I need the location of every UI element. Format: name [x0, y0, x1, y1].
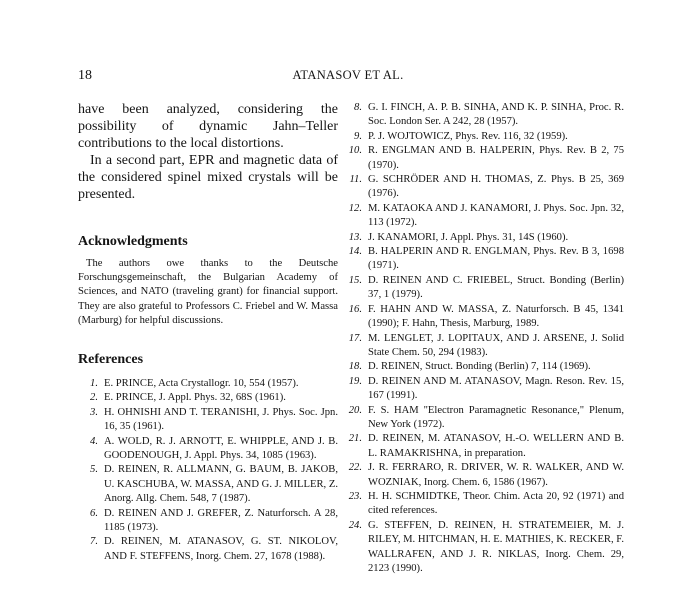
acknowledgments-text: The authors owe thanks to the Deutsche Forschungsgemeinschaft, the Bulgarian Academy of Sciences, and NATO (traveling grant) for financial support. They are also grateful to Professors C. Friebel and W. Massa (Marburg) for helpful discussions. — [78, 258, 338, 326]
reference-text: F. HAHN AND W. MASSA, Z. Naturforsch. B 45, 1341 (1990); F. Hahn, Thesis, Marburg, 1989. — [368, 303, 624, 330]
reference-number: 21. — [348, 433, 362, 445]
reference-list-left — [78, 377, 338, 564]
reference-text: D. REINEN, M. ATANASOV, H.-O. WELLERN AND B. L. RAMAKRISHNA, in preparation. — [368, 433, 624, 459]
reference-text: H. H. SCHMIDTKE, Theor. Chim. Acta 20, 92 (1971) and cited references. — [368, 490, 624, 517]
running-head: ATANASOV ET AL. — [292, 68, 404, 82]
reference-number: 23. — [348, 490, 362, 502]
reference-text: E. PRINCE, Acta Crystallogr. 10, 554 (1957). — [104, 378, 299, 390]
reference-item — [344, 360, 624, 374]
reference-number: 24. — [348, 519, 362, 531]
reference-item — [344, 461, 624, 490]
reference-item — [78, 435, 338, 464]
reference-item — [344, 231, 624, 245]
reference-list-right — [344, 101, 624, 576]
reference-text: D. REINEN AND J. GREFER, Z. Naturforsch. A 28, 1185 (1973). — [104, 507, 338, 534]
reference-number: 8. — [354, 102, 362, 113]
reference-text: D. REINEN AND C. FRIEBEL, Struct. Bonding (Berlin) 37, 1 (1979). — [368, 274, 624, 301]
reference-number: 10. — [348, 145, 362, 157]
reference-number: 5. — [90, 464, 98, 476]
reference-number: 15. — [348, 274, 362, 286]
reference-number: 18. — [348, 361, 362, 373]
reference-item — [344, 490, 624, 519]
reference-text: P. J. WOJTOWICZ, Phys. Rev. 116, 32 (1959). — [368, 130, 568, 142]
reference-number: 16. — [348, 303, 362, 315]
reference-item — [344, 245, 624, 274]
reference-number: 6. — [90, 507, 98, 519]
reference-item — [344, 519, 624, 577]
reference-text: D. REINEN, M. ATANASOV, G. ST. NIKOLOV, AND F. STEFFENS, Inorg. Chem. 27, 1678 (1988). — [104, 536, 338, 562]
reference-text: D. REINEN AND M. ATANASOV, Magn. Reson. Rev. 15, 167 (1991). — [368, 375, 624, 402]
reference-text: E. PRINCE, J. Appl. Phys. 32, 68S (1961). — [104, 392, 286, 404]
reference-text: G. STEFFEN, D. REINEN, H. STRATEMEIER, M. J. RILEY, M. HITCHMAN, H. E. MATHIES, K. RECKER, F. WALLRAFEN, AND J. R. NIKLAS, Inorg. Chem. 29, 2123 (1990). — [368, 519, 624, 574]
reference-number: 17. — [348, 332, 362, 344]
reference-number: 3. — [90, 406, 98, 418]
reference-item — [78, 377, 338, 391]
reference-item — [78, 463, 338, 506]
reference-item — [344, 303, 624, 332]
reference-item — [344, 173, 624, 202]
reference-text: G. SCHRÖDER AND H. THOMAS, Z. Phys. B 25, 369 (1976). — [368, 174, 624, 200]
reference-item — [78, 535, 338, 564]
reference-item — [344, 274, 624, 303]
page-number: 18 — [78, 68, 92, 83]
reference-item — [344, 432, 624, 461]
reference-text: D. REINEN, Struct. Bonding (Berlin) 7, 114 (1969). — [368, 361, 591, 373]
reference-item — [344, 101, 624, 130]
reference-text: J. R. FERRARO, R. DRIVER, W. R. WALKER, AND W. WOZNIAK, Inorg. Chem. 6, 1586 (1967). — [368, 462, 624, 488]
reference-number: 14. — [348, 246, 362, 258]
references-heading: References — [78, 352, 144, 368]
body-paragraph: have been analyzed, considering the possibility of dynamic Jahn–Teller contributions to the local distortions. — [78, 102, 338, 151]
acknowledgments-heading: Acknowledgments — [78, 234, 188, 249]
reference-item — [78, 406, 338, 435]
reference-item — [78, 391, 338, 405]
reference-number: 19. — [348, 375, 362, 387]
reference-item — [78, 507, 338, 536]
right-column — [344, 101, 624, 576]
body-paragraph: In a second part, EPR and magnetic data of the considered spinel mixed crystals will be presented. — [78, 153, 338, 202]
reference-item — [344, 202, 624, 231]
reference-number: 20. — [348, 404, 362, 416]
reference-text: H. OHNISHI AND T. TERANISHI, J. Phys. Soc. Jpn. 16, 35 (1961). — [104, 406, 338, 433]
reference-number: 11. — [349, 174, 362, 186]
reference-text: R. ENGLMAN AND B. HALPERIN, Phys. Rev. B 2, 75 (1970). — [368, 145, 624, 171]
reference-text: F. S. HAM "Electron Paramagnetic Resonance," Plenum, New York (1972). — [368, 404, 624, 430]
reference-number: 12. — [348, 202, 362, 214]
reference-number: 7. — [90, 536, 98, 548]
reference-text: G. I. FINCH, A. P. B. SINHA, AND K. P. SINHA, Proc. R. Soc. London Ser. A 242, 28 (1957). — [368, 102, 624, 128]
reference-item — [344, 332, 624, 361]
reference-number: 22. — [348, 462, 362, 474]
reference-text: A. WOLD, R. J. ARNOTT, E. WHIPPLE, AND J. B. GOODENOUGH, J. Appl. Phys. 34, 1085 (1963). — [104, 435, 338, 462]
reference-number: 4. — [90, 435, 98, 447]
reference-number: 9. — [354, 130, 362, 142]
page-header — [78, 68, 618, 84]
reference-text: J. KANAMORI, J. Appl. Phys. 31, 14S (1960). — [368, 231, 569, 243]
reference-number: 2. — [90, 392, 98, 404]
reference-text: B. HALPERIN AND R. ENGLMAN, Phys. Rev. B 3, 1698 (1971). — [368, 246, 624, 272]
reference-text: M. KATAOKA AND J. KANAMORI, J. Phys. Soc. Jpn. 32, 113 (1972). — [368, 202, 624, 229]
reference-item — [344, 404, 624, 433]
left-column — [78, 101, 338, 564]
reference-text: D. REINEN, R. ALLMANN, G. BAUM, B. JAKOB, U. KASCHUBA, W. MASSA, AND G. J. MILLER, Z. Anorg. Allg. Chem. 548, 7 (1987). — [104, 464, 338, 505]
reference-text: M. LENGLET, J. LOPITAUX, AND J. ARSENE, J. Solid State Chem. 50, 294 (1983). — [368, 332, 624, 358]
reference-number: 1. — [90, 378, 98, 390]
reference-item — [344, 130, 624, 144]
body-text — [78, 101, 338, 203]
reference-item — [344, 144, 624, 173]
reference-item — [344, 375, 624, 404]
reference-number: 13. — [348, 231, 362, 243]
